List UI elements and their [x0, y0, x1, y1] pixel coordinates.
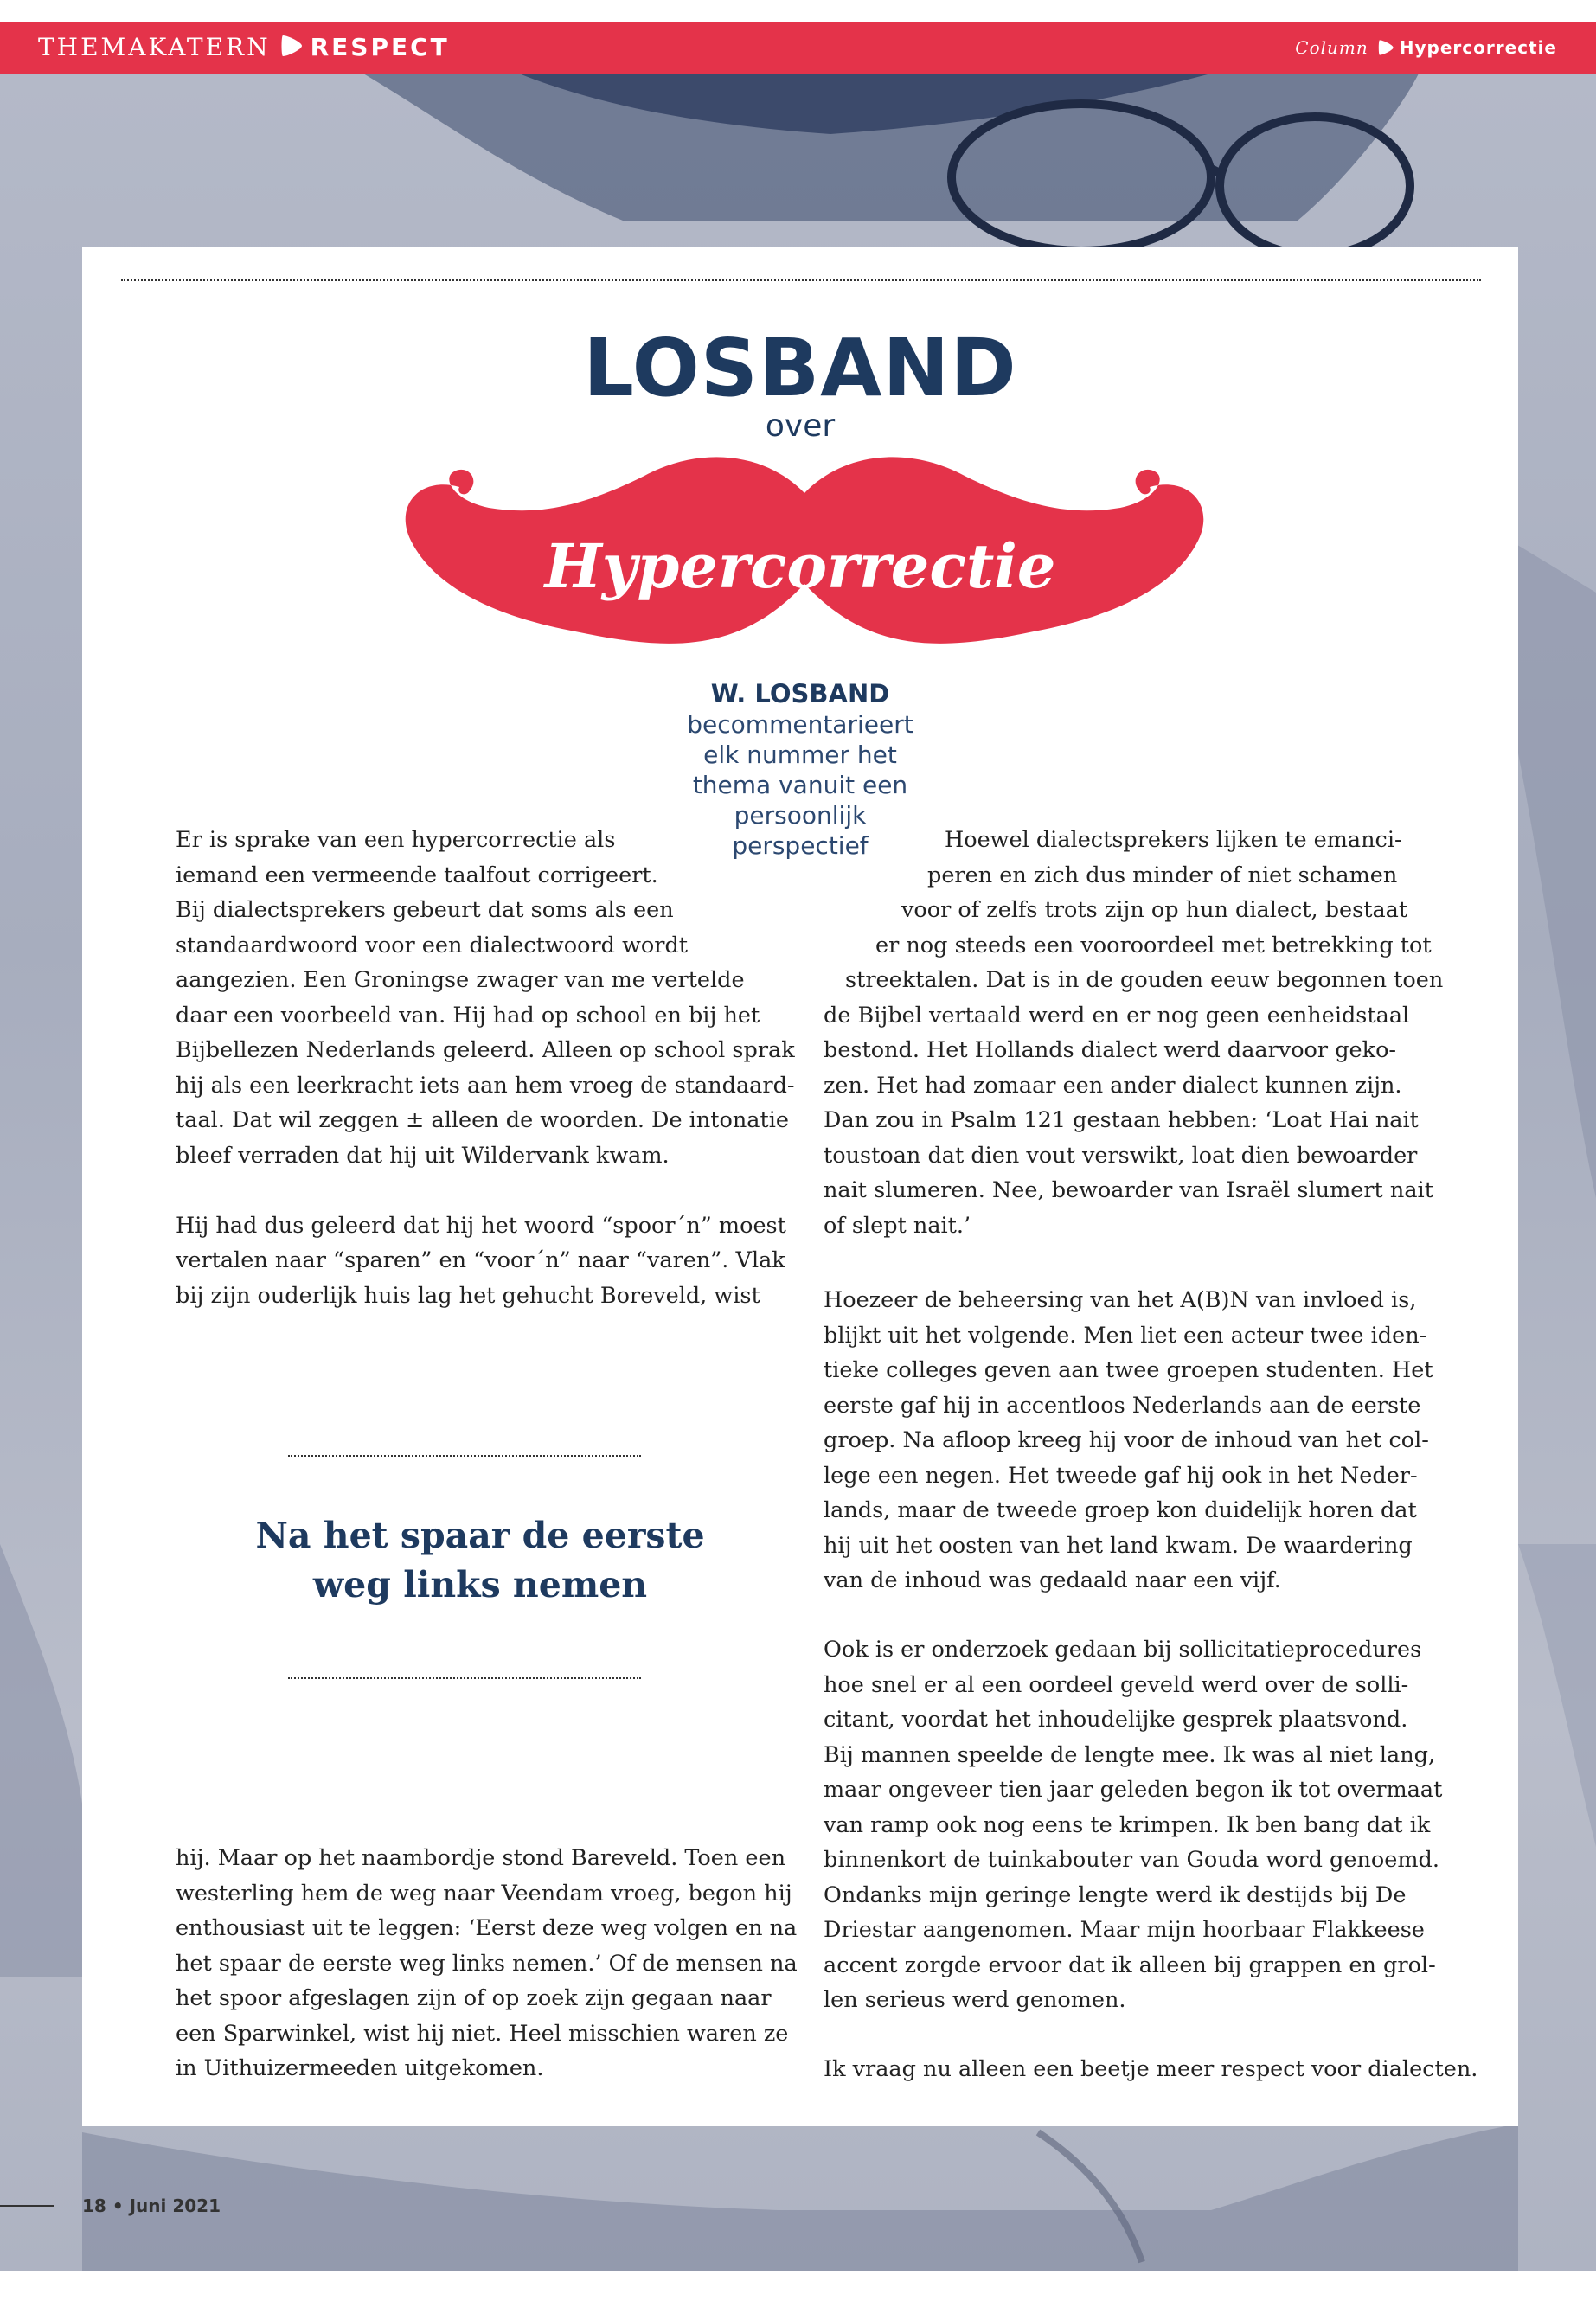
text-line: blijkt uit het volgende. Men liet een acteur twee iden- [824, 1322, 1427, 1349]
topic-name: Hypercorrectie [1399, 37, 1557, 58]
text-line: bleef verraden dat hij uit Wildervank kwam. [176, 1142, 670, 1169]
text-line: tieke colleges geven aan twee groepen studenten. Het [824, 1357, 1433, 1383]
text-line: nait slumeren. Nee, bewoarder van Israël slumert nait [824, 1177, 1433, 1203]
text-line: Ook is er onderzoek gedaan bij sollicitatieprocedures [824, 1637, 1422, 1663]
text-line: peren en zich dus minder of niet schamen [927, 862, 1398, 888]
text-line: bestond. Het Hollands dialect werd daarvoor geko- [824, 1037, 1397, 1063]
topic-title: Hypercorrectie [544, 530, 1056, 602]
text-line: len serieus werd genomen. [824, 1987, 1126, 2013]
section-name: THEMAKATERN [38, 33, 271, 61]
text-line: Hij had dus geleerd dat hij het woord “spoor´n” moest [176, 1212, 786, 1239]
text-line: het spoor afgeslagen zijn of op zoek zijn gegaan naar [176, 1985, 772, 2011]
text-line: Er is sprake van een hypercorrectie als [176, 827, 616, 853]
text-line: westerling hem de weg naar Veendam vroeg, begon hij [176, 1880, 792, 1907]
text-line: van ramp ook nog eens te krimpen. Ik ben bang dat ik [824, 1811, 1431, 1838]
text-line: Driestar aangenomen. Maar mijn hoorbaar Flakkeese [824, 1917, 1425, 1943]
text-line: streektalen. Dat is in de gouden eeuw begonnen toen [845, 967, 1444, 993]
text-line: groep. Na afloop kreeg hij voor de inhoud van het col- [824, 1427, 1429, 1453]
tagline-line: persoonlijk [734, 801, 867, 830]
text-line: er nog steeds een vooroordeel met betrekking tot [875, 932, 1432, 958]
text-line: hij uit het oosten van het land kwam. De waardering [824, 1532, 1413, 1559]
text-line: enthousiast uit te leggen: ‘Eerst deze weg volgen en na [176, 1915, 798, 1941]
text-line: vertalen naar “sparen” en “voor´n” naar “varen”. Vlak [176, 1247, 785, 1273]
section-label [38, 22, 450, 74]
tagline-line: perspectief [732, 831, 869, 860]
footer-bullet: • [112, 2195, 124, 2216]
pull-quote-line: Na het spaar de eerste [255, 1515, 705, 1556]
column-over: over [765, 408, 836, 444]
dotted-divider-quote-top [288, 1455, 641, 1457]
footer-text [82, 2189, 221, 2223]
text-line: hij. Maar op het naambordje stond Bareveld. Toen een [176, 1845, 786, 1871]
theme-name: RESPECT [310, 33, 450, 61]
text-line: Dan zou in Psalm 121 gestaan hebben: ‘Loat Hai nait [824, 1107, 1419, 1133]
category-name: Column [1295, 37, 1368, 58]
tagline-line: becommentarieert [687, 710, 913, 739]
text-line: Bij mannen speelde de lengte mee. Ik was al niet lang, [824, 1741, 1436, 1768]
text-line: voor of zelfs trots zijn op hun dialect, bestaat [901, 897, 1408, 923]
text-line: Hoezeer de beheersing van het A(B)N van invloed is, [824, 1287, 1417, 1313]
body-column-right-p4 [824, 2052, 1477, 2087]
body-column-right-p1 [824, 823, 1443, 1243]
pull-quote [221, 1511, 740, 1610]
body-column-left-top [176, 823, 795, 1313]
column-label [1295, 22, 1557, 74]
text-line: toustoan dat dien vout verswikt, loat dien bewoarder [824, 1142, 1418, 1169]
text-line: van de inhoud was gedaald naar een vijf. [824, 1567, 1281, 1593]
body-column-left-bottom [176, 1841, 798, 2086]
text-line: daar een voorbeeld van. Hij had op school en bij het [176, 1002, 760, 1029]
text-line: aangezien. Een Groningse zwager van me vertelde [176, 967, 745, 993]
dotted-divider-top [121, 279, 1481, 281]
text-line: zen. Het had zomaar een ander dialect kunnen zijn. [824, 1072, 1402, 1099]
text-line: citant, voordat het inhoudelijke gesprek plaatsvond. [824, 1707, 1408, 1733]
text-line: bij zijn ouderlijk huis lag het gehucht Boreveld, wist [176, 1282, 760, 1309]
text-line: binnenkort de tuinkabouter van Gouda word genoemd. [824, 1847, 1439, 1873]
text-line: maar ongeveer tien jaar geleden begon ik tot overmaat [824, 1777, 1443, 1803]
text-line: standaardwoord voor een dialectwoord wordt [176, 932, 689, 958]
issue-date: Juni 2021 [129, 2195, 221, 2216]
play-arrow-icon [279, 34, 304, 58]
page-number: 18 [82, 2195, 106, 2216]
text-line: hij als een leerkracht iets aan hem vroeg de standaard- [176, 1072, 795, 1099]
text-line: een Sparwinkel, wist hij niet. Heel misschien waren ze [176, 2020, 789, 2047]
text-line: Bijbellezen Nederlands geleerd. Alleen op school sprak [176, 1037, 795, 1063]
text-line: de Bijbel vertaald werd en er nog geen eenheidstaal [824, 1002, 1410, 1029]
text-line: in Uithuizermeeden uitgekomen. [176, 2055, 544, 2081]
tagline-line: thema vanuit een [692, 771, 908, 799]
body-column-right-p2 [824, 1283, 1433, 1599]
text-line: Ondanks mijn geringe lengte werd ik destijds bij De [824, 1881, 1407, 1908]
text-line: iemand een vermeende taalfout corrigeert. [176, 862, 658, 888]
play-arrow-icon [1377, 39, 1394, 56]
text-line: Hoewel dialectsprekers lijken te emanci- [945, 827, 1402, 853]
text-line: of slept nait.’ [824, 1212, 971, 1239]
column-title: LOSBAND [583, 322, 1017, 414]
text-line: Ik vraag nu alleen een beetje meer respect voor dialecten. [824, 2056, 1478, 2082]
text-line [176, 1173, 795, 1208]
dotted-divider-quote-bottom [288, 1677, 641, 1679]
text-line: taal. Dat wil zeggen ± alleen de woorden. De intonatie [176, 1107, 789, 1133]
footer-rule [0, 2205, 54, 2207]
text-line: lege een negen. Het tweede gaf hij ook in het Neder- [824, 1462, 1418, 1489]
text-line: lands, maar de tweede groep kon duidelijk horen dat [824, 1497, 1417, 1523]
text-line: hoe snel er al een oordeel geveld werd over de solli- [824, 1671, 1409, 1698]
page-footer [0, 2189, 346, 2223]
body-column-right-p3 [824, 1632, 1442, 2018]
article-card [82, 247, 1518, 2126]
text-line: Bij dialectsprekers gebeurt dat soms als een [176, 897, 674, 923]
pull-quote-line: weg links nemen [312, 1564, 648, 1606]
author-name: W. LOSBAND [710, 679, 890, 708]
tagline-line: elk nummer het [703, 740, 897, 769]
text-line: eerste gaf hij in accentloos Nederlands aan de eerste [824, 1392, 1421, 1419]
text-line: accent zorgde ervoor dat ik alleen bij grappen en grol- [824, 1952, 1436, 1978]
top-bar [0, 22, 1596, 74]
text-line: het spaar de eerste weg links nemen.’ Of de mensen na [176, 1950, 798, 1977]
